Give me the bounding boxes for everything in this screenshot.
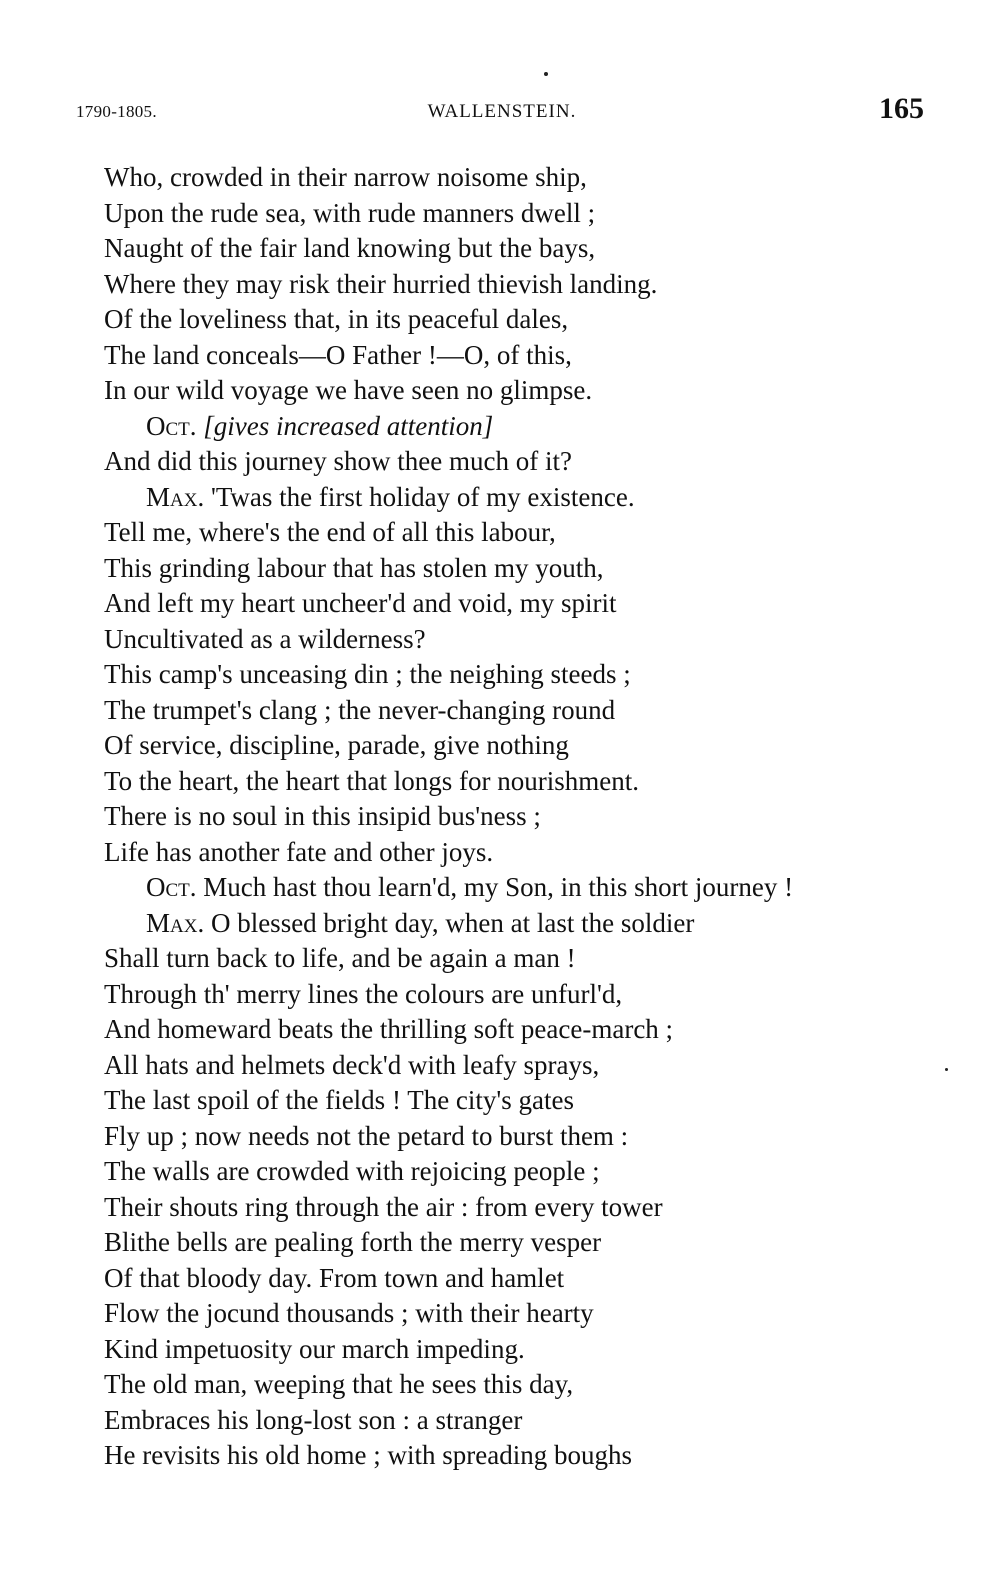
verse-line [104, 941, 924, 977]
line-text: Where they may risk their hurried thievish landing. [104, 268, 658, 299]
verse-line [104, 586, 924, 622]
verse-line [104, 622, 924, 658]
verse-line [104, 196, 924, 232]
verse-line [104, 693, 924, 729]
verse-line [104, 1119, 924, 1155]
line-text: And homeward beats the thrilling soft peace-march ; [104, 1014, 674, 1044]
verse-line [104, 1154, 924, 1190]
line-text: Their shouts ring through the air : from every tower [104, 1191, 663, 1222]
speaker-name: Oct. [146, 410, 197, 441]
line-text: Shall turn back to life, and be again a man ! [104, 943, 576, 973]
line-text: Uncultivated as a wilderness? [104, 623, 426, 654]
line-text: And left my heart uncheer'd and void, my spirit [104, 588, 617, 618]
line-text: Naught of the fair land knowing but the bays, [104, 233, 596, 263]
verse-line [104, 728, 924, 764]
verse-line [104, 373, 924, 409]
line-text: Flow the jocund thousands ; with their hearty [104, 1298, 594, 1328]
header-years: 1790-1805. [76, 102, 157, 121]
line-text: Who, crowded in their narrow noisome ship, [104, 162, 587, 192]
verse-line [104, 870, 924, 906]
line-text: Embraces his long-lost son : a stranger [104, 1404, 523, 1435]
line-text: Blithe bells are pealing forth the merry vesper [104, 1227, 602, 1257]
verse-line [104, 1403, 924, 1439]
verse-line [104, 1332, 924, 1368]
line-text: This grinding labour that has stolen my youth, [104, 552, 604, 583]
line-text: Tell me, where's the end of all this labour, [104, 517, 556, 547]
line-text: Much hast thou learn'd, my Son, in this short journey ! [203, 872, 794, 902]
line-text: 'Twas the first holiday of my existence. [210, 481, 635, 512]
verse-line [104, 1048, 924, 1084]
verse-line [104, 1190, 924, 1226]
line-text: The old man, weeping that he sees this day, [104, 1369, 574, 1399]
line-text: O blessed bright day, when at last the soldier [210, 907, 695, 938]
verse-line [104, 409, 924, 445]
verse-line [104, 764, 924, 800]
line-text: The walls are crowded with rejoicing people ; [104, 1156, 600, 1186]
line-text: The trumpet's clang ; the never-changing round [104, 694, 616, 725]
speaker-name: Oct. [146, 872, 197, 902]
stage-direction: [gives increased attention] [203, 410, 494, 441]
verse-line [104, 1438, 924, 1474]
line-text: Through th' merry lines the colours are unfurl'd, [104, 978, 623, 1009]
verse-line [104, 1012, 924, 1048]
line-text: The land conceals—O Father !—O, of this, [104, 339, 572, 370]
verse-line [104, 302, 924, 338]
verse-line [104, 657, 924, 693]
line-text: And did this journey show thee much of it? [104, 446, 572, 476]
verse-line [104, 1083, 924, 1119]
verse-line [104, 160, 924, 196]
running-header [76, 92, 928, 136]
verse-text [104, 160, 924, 1474]
line-text: This camp's unceasing din ; the neighing steeds ; [104, 659, 631, 689]
line-text: Upon the rude sea, with rude manners dwell ; [104, 197, 596, 228]
line-text: Fly up ; now needs not the petard to burst them : [104, 1120, 629, 1151]
speaker-name: Max. [146, 907, 205, 938]
line-text: There is no soul in this insipid bus'ness ; [104, 801, 541, 831]
verse-line [104, 338, 924, 374]
verse-line [104, 799, 924, 835]
line-text: He revisits his old home ; with spreading boughs [104, 1440, 632, 1470]
line-text: All hats and helmets deck'd with leafy sprays, [104, 1049, 600, 1080]
speaker-name: Max. [146, 481, 205, 512]
verse-line [104, 835, 924, 871]
line-text: Of the loveliness that, in its peaceful dales, [104, 304, 569, 334]
print-speck [544, 72, 548, 76]
verse-line [104, 444, 924, 480]
verse-line [104, 231, 924, 267]
line-text: To the heart, the heart that longs for nourishment. [104, 765, 639, 796]
verse-line [104, 480, 924, 516]
verse-line [104, 977, 924, 1013]
verse-line [104, 1261, 924, 1297]
line-text: Of service, discipline, parade, give nothing [104, 730, 569, 760]
verse-line [104, 1367, 924, 1403]
verse-line [104, 1225, 924, 1261]
line-text: Kind impetuosity our march impeding. [104, 1333, 525, 1364]
verse-line [104, 515, 924, 551]
header-title: WALLENSTEIN. [427, 101, 577, 122]
line-text: Of that bloody day. From town and hamlet [104, 1262, 565, 1293]
verse-line [104, 551, 924, 587]
line-text: Life has another fate and other joys. [104, 836, 494, 867]
line-text: The last spoil of the fields ! The city's gates [104, 1085, 575, 1115]
page-number: 165 [879, 92, 924, 125]
line-text: In our wild voyage we have seen no glimpse. [104, 375, 593, 405]
verse-line [104, 267, 924, 303]
verse-line [104, 906, 924, 942]
print-speck [945, 1068, 948, 1071]
verse-line [104, 1296, 924, 1332]
